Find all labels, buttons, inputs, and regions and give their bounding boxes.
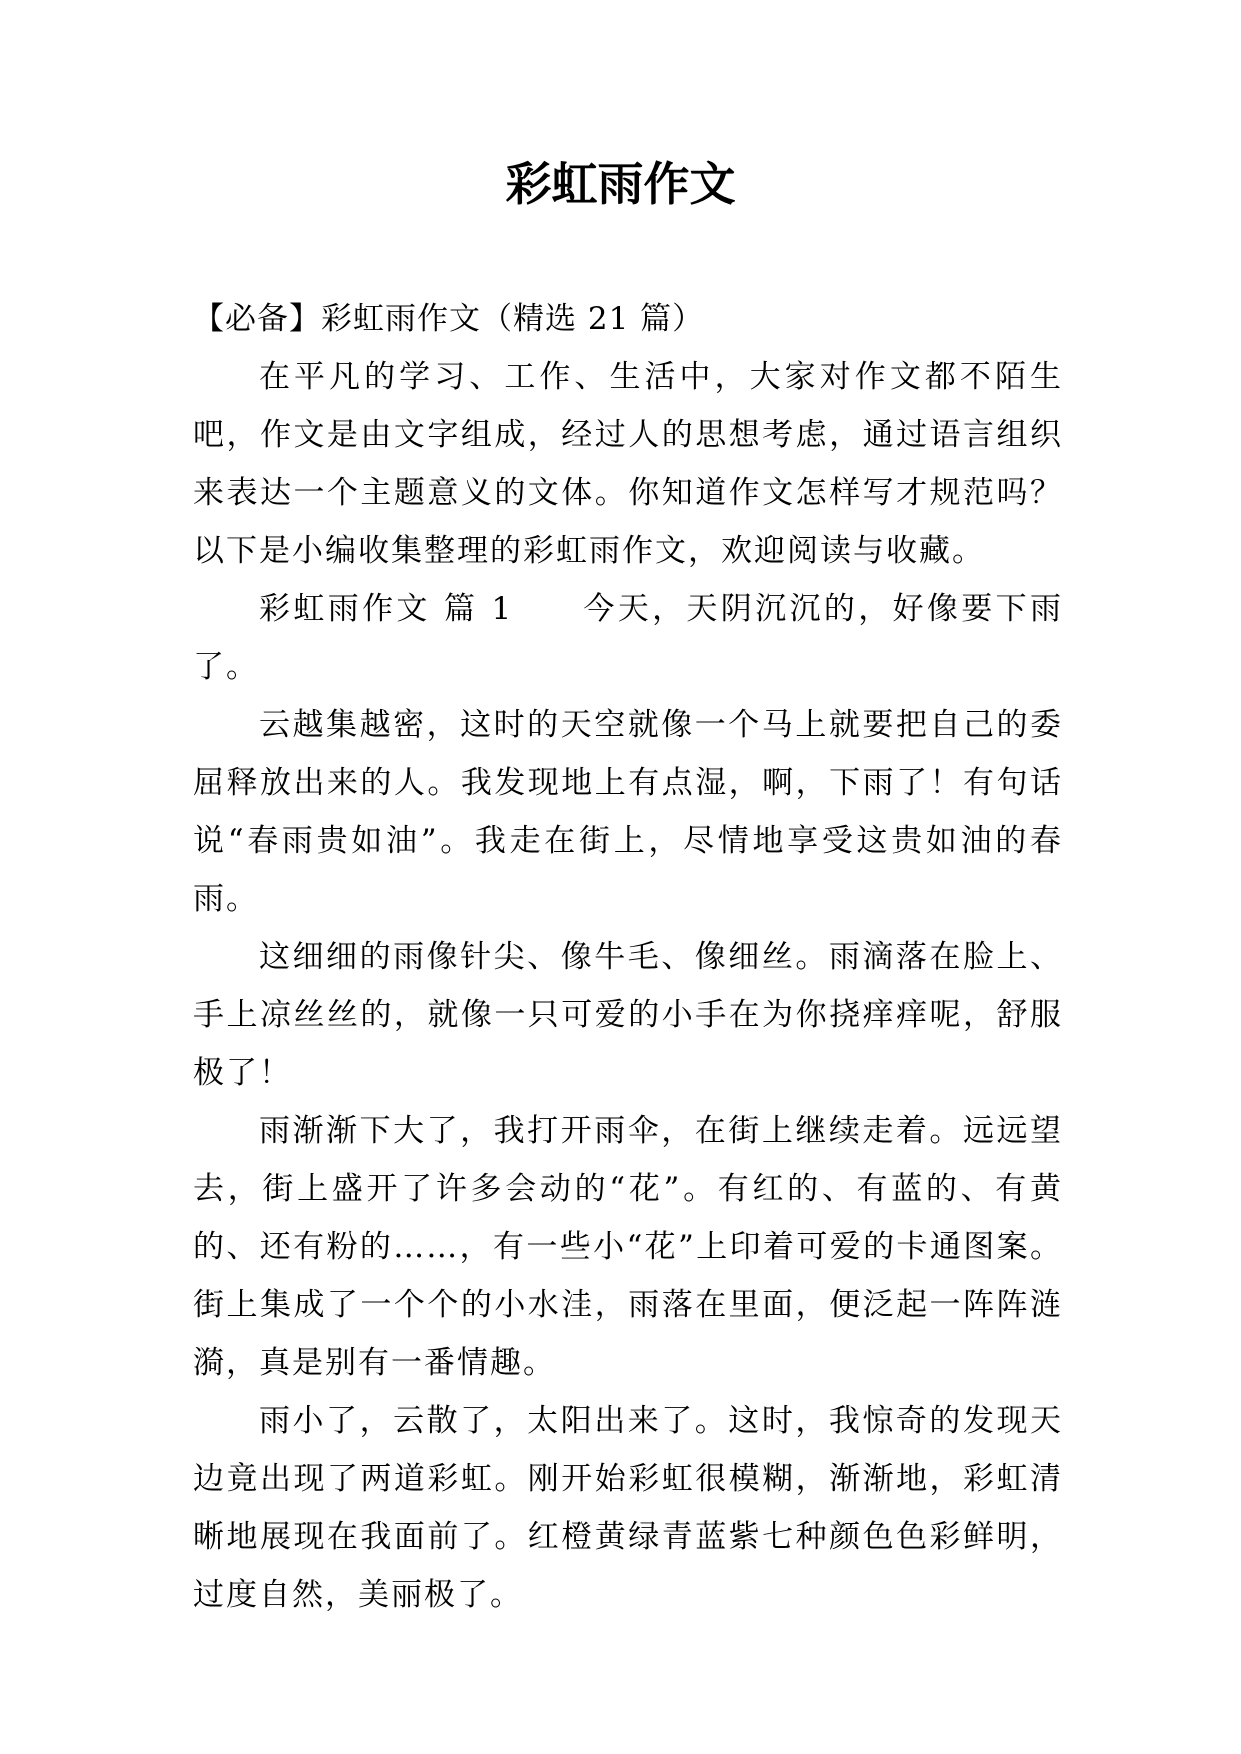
paragraph-intro: 在平凡的学习、工作、生活中，大家对作文都不陌生吧，作文是由文字组成，经过人的思想考虑，通过语言组织来表达一个主题意义的文体。你知道作文怎样写才规范吗？以下是小编收集整理的彩虹雨作文，欢迎阅读与收藏。 [193,359,1063,569]
paragraph-essay-heading: 彩虹雨作文 篇 1 今天，天阴沉沉的，好像要下雨了。 [193,591,1063,685]
paragraph: 云越集越密，这时的天空就像一个马上就要把自己的委屈释放出来的人。我发现地上有点湿，啊，下雨了！有句话说“春雨贵如油”。我走在街上，尽情地享受这贵如油的春雨。 [193,707,1063,917]
paragraph: 这细细的雨像针尖、像牛毛、像细丝。雨滴落在脸上、手上凉丝丝的，就像一只可爱的小手在为你挠痒痒呢，舒服极了！ [193,939,1063,1091]
paragraph: 雨渐渐下大了，我打开雨伞，在街上继续走着。远远望去，街上盛开了许多会动的“花”。有红的、有蓝的、有黄的、还有粉的……，有一些小“花”上印着可爱的卡通图案。街上集成了一个个的小水洼，雨落在里面，便泛起一阵阵涟漪，真是别有一番情趣。 [193,1113,1063,1381]
document-subtitle: 【必备】彩虹雨作文（精选 21 篇） [193,301,705,337]
document-title: 彩虹雨作文 [505,157,736,211]
paragraph: 雨小了，云散了，太阳出来了。这时，我惊奇的发现天边竟出现了两道彩虹。刚开始彩虹很模糊，渐渐地，彩虹清晰地展现在我面前了。红橙黄绿青蓝紫七种颜色色彩鲜明，过度自然，美丽极了。 [193,1403,1063,1613]
document-body [193,290,1063,1624]
